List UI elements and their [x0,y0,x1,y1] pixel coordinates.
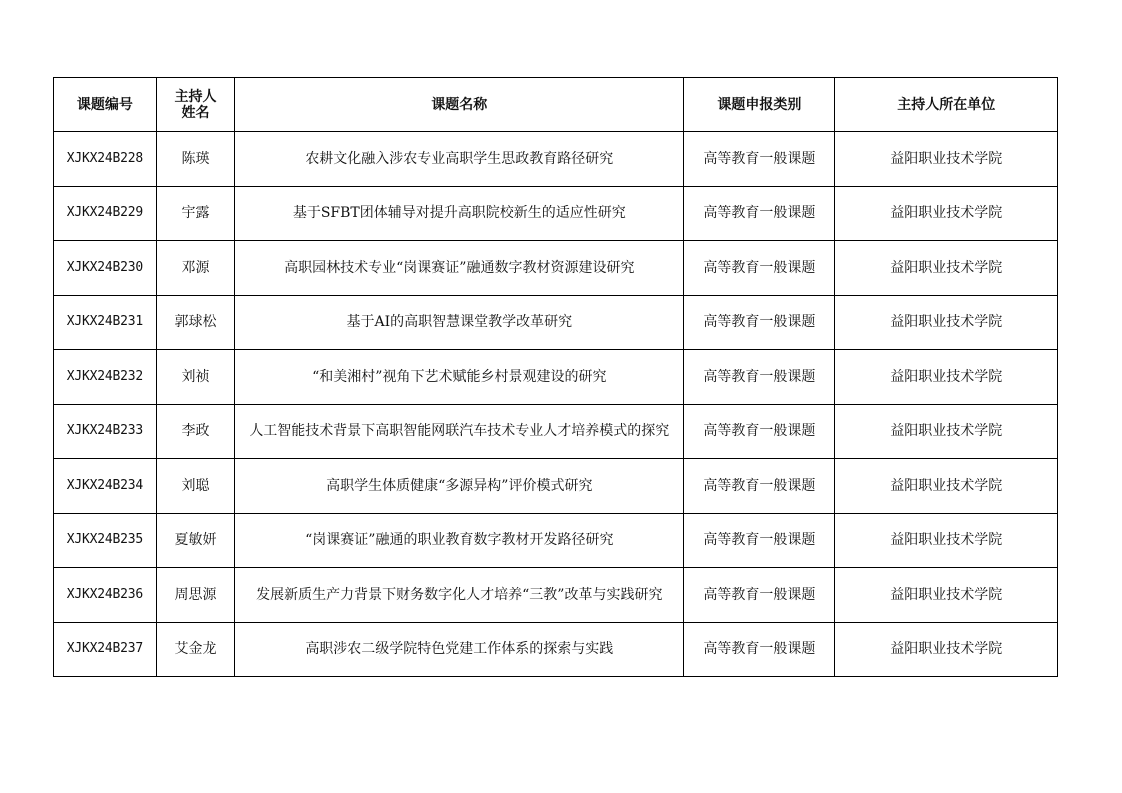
table-row [54,459,1058,514]
cell-category: 高等教育一般课题 [684,350,835,405]
cell-project-id: XJKX24B235 [54,513,157,568]
table-row [54,132,1058,187]
cell-project-title: 人工智能技术背景下高职智能网联汽车技术专业人才培养模式的探究 [235,404,684,459]
cell-category: 高等教育一般课题 [684,295,835,350]
header-project-id: 课题编号 [54,78,157,132]
cell-project-title: 农耕文化融入涉农专业高职学生思政教育路径研究 [235,132,684,187]
table-row [54,568,1058,623]
cell-category: 高等教育一般课题 [684,186,835,241]
cell-project-title: “岗课赛证”融通的职业教育数字教材开发路径研究 [235,513,684,568]
cell-project-id: XJKX24B236 [54,568,157,623]
cell-unit: 益阳职业技术学院 [835,404,1058,459]
cell-category: 高等教育一般课题 [684,459,835,514]
cell-category: 高等教育一般课题 [684,513,835,568]
table-row [54,295,1058,350]
cell-host-name: 郭球松 [156,295,235,350]
cell-host-name: 周思源 [156,568,235,623]
cell-project-title: 高职学生体质健康“多源异构”评价模式研究 [235,459,684,514]
project-table [53,77,1058,677]
cell-host-name: 李政 [156,404,235,459]
cell-project-title: 基于AI的高职智慧课堂教学改革研究 [235,295,684,350]
cell-unit: 益阳职业技术学院 [835,132,1058,187]
cell-category: 高等教育一般课题 [684,622,835,677]
cell-unit: 益阳职业技术学院 [835,568,1058,623]
table-row [54,513,1058,568]
cell-project-title: 高职园林技术专业“岗课赛证”融通数字教材资源建设研究 [235,241,684,296]
cell-category: 高等教育一般课题 [684,568,835,623]
cell-project-id: XJKX24B234 [54,459,157,514]
cell-unit: 益阳职业技术学院 [835,295,1058,350]
cell-category: 高等教育一般课题 [684,241,835,296]
cell-category: 高等教育一般课题 [684,404,835,459]
cell-project-id: XJKX24B228 [54,132,157,187]
header-unit: 主持人所在单位 [835,78,1058,132]
header-host-name [156,78,235,132]
cell-unit: 益阳职业技术学院 [835,622,1058,677]
cell-project-id: XJKX24B237 [54,622,157,677]
header-project-title: 课题名称 [235,78,684,132]
header-row [54,78,1058,132]
cell-unit: 益阳职业技术学院 [835,350,1058,405]
cell-host-name: 宇露 [156,186,235,241]
cell-host-name: 邓源 [156,241,235,296]
cell-category: 高等教育一般课题 [684,132,835,187]
cell-project-title: 发展新质生产力背景下财务数字化人才培养“三教”改革与实践研究 [235,568,684,623]
cell-project-title: 高职涉农二级学院特色党建工作体系的探索与实践 [235,622,684,677]
cell-project-id: XJKX24B232 [54,350,157,405]
table-row [54,350,1058,405]
cell-project-id: XJKX24B233 [54,404,157,459]
header-host-line1: 主持人 [174,88,217,105]
header-category: 课题申报类别 [684,78,835,132]
cell-project-title: “和美湘村”视角下艺术赋能乡村景观建设的研究 [235,350,684,405]
cell-host-name: 夏敏妍 [156,513,235,568]
table-header [54,78,1058,132]
cell-unit: 益阳职业技术学院 [835,513,1058,568]
table-row [54,622,1058,677]
header-host-line2: 姓名 [181,104,210,121]
cell-project-id: XJKX24B230 [54,241,157,296]
cell-host-name: 刘聪 [156,459,235,514]
table-row [54,241,1058,296]
cell-host-name: 艾金龙 [156,622,235,677]
cell-unit: 益阳职业技术学院 [835,241,1058,296]
table-row [54,186,1058,241]
cell-project-id: XJKX24B231 [54,295,157,350]
cell-unit: 益阳职业技术学院 [835,186,1058,241]
cell-host-name: 陈瑛 [156,132,235,187]
cell-project-title: 基于SFBT团体辅导对提升高职院校新生的适应性研究 [235,186,684,241]
cell-unit: 益阳职业技术学院 [835,459,1058,514]
table-row [54,404,1058,459]
cell-project-id: XJKX24B229 [54,186,157,241]
table-body [54,132,1058,677]
cell-host-name: 刘祯 [156,350,235,405]
